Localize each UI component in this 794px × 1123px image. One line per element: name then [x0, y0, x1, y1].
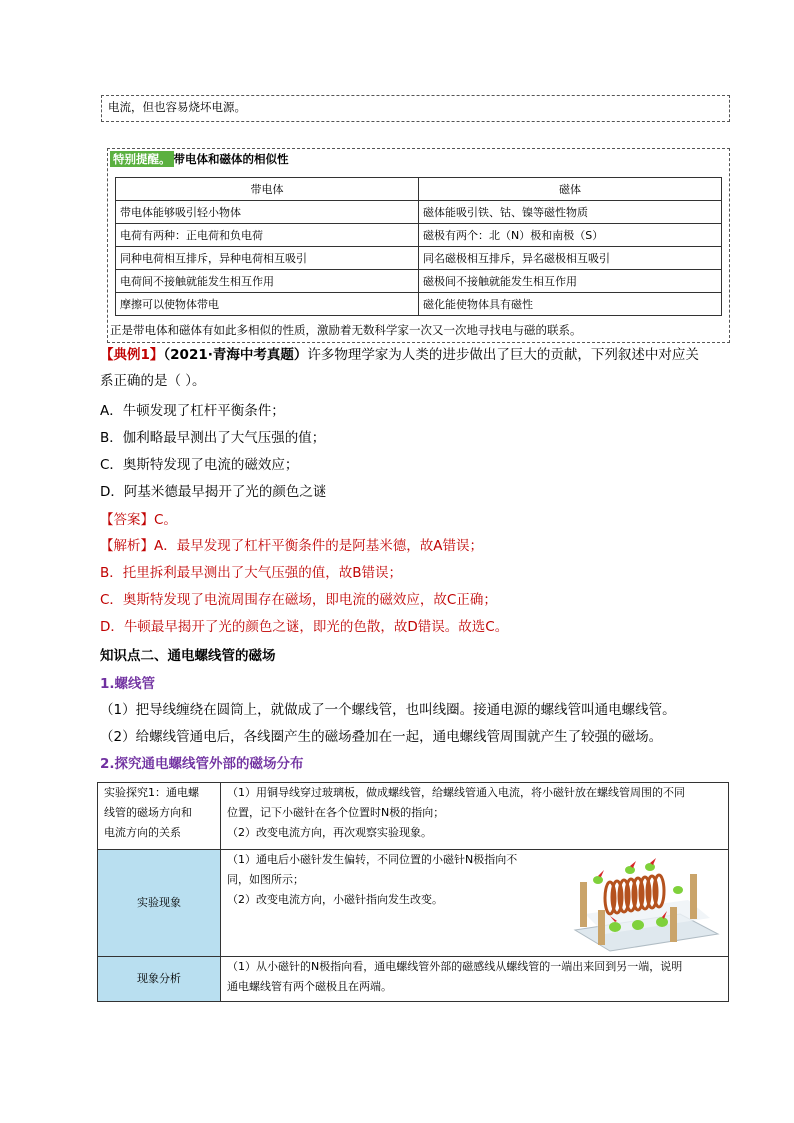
content-line: 通电螺线管有两个磁极且在两端。: [227, 980, 392, 993]
continuation-box: [101, 95, 730, 122]
table-cell: 带电体能够吸引轻小物体: [116, 201, 419, 224]
subsection-title-2: 2.探究通电螺线管外部的磁场分布: [100, 756, 304, 772]
example-source: （2021·青海中考真题）: [163, 347, 308, 363]
paragraph-1: （1）把导线缠绕在圆筒上，就做成了一个螺线管，也叫线圈。接通电源的螺线管叫通电螺线管。: [100, 702, 676, 718]
label-line: 实验探究1：通电螺: [104, 786, 199, 799]
table-row: [98, 957, 729, 1002]
example-stem-line2: 系正确的是（ ）。: [100, 373, 206, 389]
content-line: 同，如图所示；: [227, 873, 304, 886]
table-header-row: [116, 178, 722, 201]
experiment-table: [97, 782, 729, 1002]
example-stem: 许多物理学家为人类的进步做出了巨大的贡献，下列叙述中对应关: [307, 347, 699, 363]
special-reminder-title: 带电体和磁体的相似性: [173, 152, 289, 166]
analysis-label: 【解析】: [100, 538, 154, 554]
option-b: B．伽利略最早测出了大气压强的值；: [100, 430, 326, 446]
content-line: （1）通电后小磁针发生偏转，不同位置的小磁针N极指向不: [227, 853, 518, 866]
special-reminder-header: [110, 152, 289, 166]
row-label-analysis: 现象分析: [98, 957, 221, 1002]
analysis-line-3: C．奥斯特发现了电流周围存在磁场，即电流的磁效应，故C正确；: [100, 592, 497, 608]
example-label: 【典例1】: [100, 347, 164, 363]
option-c: C．奥斯特发现了电流的磁效应；: [100, 457, 299, 473]
content-line: （1）用铜导线穿过玻璃板，做成螺线管，给螺线管通入电流，将小磁针放在螺线管周围的不同: [227, 786, 685, 799]
comparison-table: [115, 177, 722, 316]
content-line: （2）改变电流方向，小磁针指向发生改变。: [227, 893, 443, 906]
header-magnet: 磁体: [419, 178, 722, 201]
content-line: （2）改变电流方向，再次观察实验现象。: [227, 826, 432, 839]
table-cell: 电荷有两种：正电荷和负电荷: [116, 224, 419, 247]
table-cell: 磁化能使物体具有磁性: [419, 293, 722, 316]
solenoid-experiment-image: [570, 852, 720, 952]
row-label-phenomenon: 实验现象: [98, 850, 221, 957]
section-title: 知识点二、通电螺线管的磁场: [100, 648, 276, 664]
table-cell: 磁极间不接触就能发生相互作用: [419, 270, 722, 293]
table-cell: 电荷间不接触就能发生相互作用: [116, 270, 419, 293]
analysis-text: A．最早发现了杠杆平衡条件的是阿基米德，故A错误；: [154, 538, 483, 554]
special-reminder-note: 正是带电体和磁体有如此多相似的性质，激励着无数科学家一次又一次地寻找电与磁的联系。: [110, 323, 582, 337]
row-content-explore: [221, 783, 729, 850]
paragraph-2: （2）给螺线管通电后，各线圈产生的磁场叠加在一起，通电螺线管周围就产生了较强的磁场。: [100, 729, 663, 745]
table-row: [116, 201, 722, 224]
analysis-line-1: [100, 537, 483, 555]
answer-label: 【答案】: [100, 512, 154, 528]
subsection-title-1: 1.螺线管: [100, 676, 156, 692]
row-label-explore: [98, 783, 221, 850]
table-row: [116, 224, 722, 247]
table-row: [116, 293, 722, 316]
content-line: （1）从小磁针的N极指向看，通电螺线管外部的磁感线从螺线管的一端出来回到另一端，说明: [227, 960, 683, 973]
answer-line: [100, 511, 177, 529]
label-line: 线管的磁场方向和: [104, 806, 192, 819]
analysis-line-2: B．托里拆利最早测出了大气压强的值，故B错误；: [100, 565, 403, 581]
table-row: [98, 850, 729, 957]
table-row: [116, 270, 722, 293]
analysis-line-4: D．牛顿最早揭开了光的颜色之谜，即光的色散，故D错误。故选C。: [100, 619, 509, 635]
table-row: [98, 783, 729, 850]
continuation-text: 电流，但也容易烧坏电源。: [108, 100, 246, 114]
table-cell: 磁极有两个：北（N）极和南极（S）: [419, 224, 722, 247]
content-line: 位置，记下小磁针在各个位置时N极的指向；: [227, 806, 445, 819]
example-stem-line1: [100, 346, 699, 364]
table-cell: 磁体能吸引铁、钴、镍等磁性物质: [419, 201, 722, 224]
answer-value: C。: [154, 512, 177, 528]
option-d: D．阿基米德最早揭开了光的颜色之谜: [100, 484, 327, 500]
table-row: [116, 247, 722, 270]
row-content-analysis: [221, 957, 729, 1002]
special-reminder-tag: 特别提醒。: [110, 151, 174, 167]
table-cell: 同种电荷相互排斥，异种电荷相互吸引: [116, 247, 419, 270]
row-content-phenomenon: [221, 850, 729, 957]
table-cell: 摩擦可以使物体带电: [116, 293, 419, 316]
header-charged-body: 带电体: [116, 178, 419, 201]
label-line: 电流方向的关系: [104, 826, 181, 839]
table-cell: 同名磁极相互排斥，异名磁极相互吸引: [419, 247, 722, 270]
option-a: A．牛顿发现了杠杆平衡条件；: [100, 403, 285, 419]
